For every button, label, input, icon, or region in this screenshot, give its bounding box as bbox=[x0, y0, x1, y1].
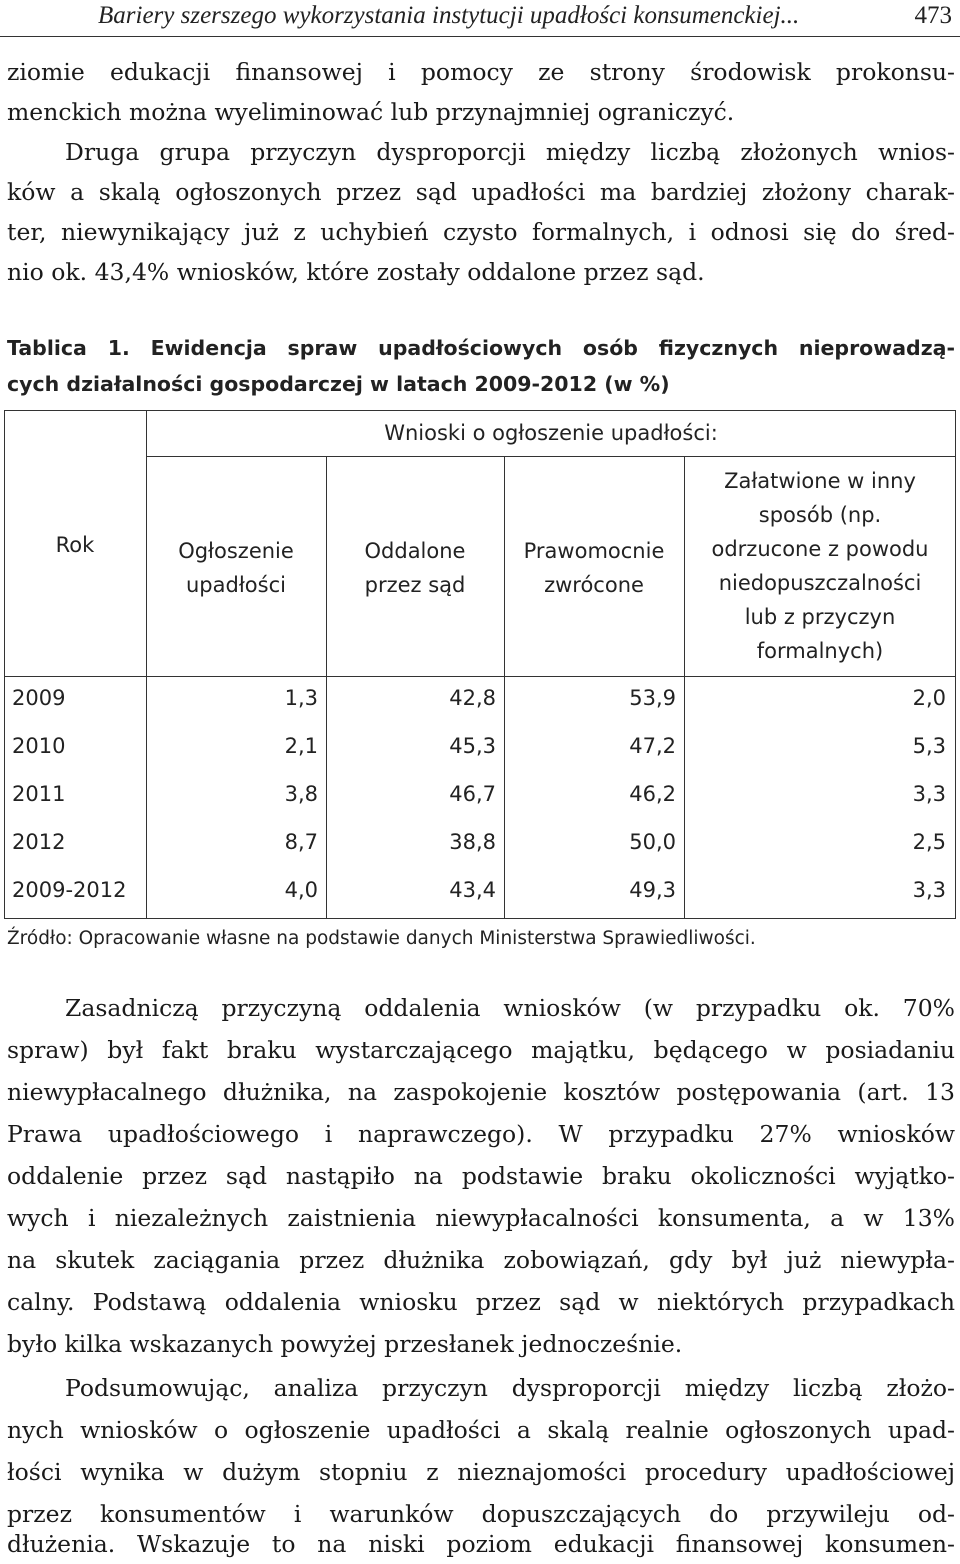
header-text: upadłości bbox=[186, 573, 286, 597]
table-cell: 46,7 bbox=[449, 782, 496, 806]
table-cell: 49,3 bbox=[629, 878, 676, 902]
header-text: Oddalone bbox=[364, 539, 466, 563]
table-cell: 2011 bbox=[12, 782, 66, 806]
column-group-header: Wnioski o ogłoszenie upadłości: bbox=[384, 421, 718, 445]
table-cell: 1,3 bbox=[284, 686, 318, 710]
table-cell: 2,0 bbox=[912, 686, 946, 710]
paragraph-line: Zasadniczą przyczyną oddalenia wniosków (w przypadku ok. 70% bbox=[65, 994, 955, 1022]
paragraph-line: ter, niewynikający już z uchybień czysto formalnych, i odnosi się do śred- bbox=[7, 218, 955, 246]
data-table bbox=[4, 410, 956, 918]
table-cell: 47,2 bbox=[629, 734, 676, 758]
table-cell: 43,4 bbox=[449, 878, 496, 902]
page-number: 473 bbox=[914, 2, 952, 29]
header-text: Ogłoszenie bbox=[178, 539, 294, 563]
header-text: formalnych) bbox=[756, 639, 884, 663]
table-cell: 38,8 bbox=[449, 830, 496, 854]
paragraph-line: Druga grupa przyczyn dysproporcji między liczbą złożonych wnios- bbox=[65, 138, 955, 166]
column-header-year bbox=[4, 528, 146, 562]
paragraph-line: niewypłacalnego dłużnika, na zaspokojenie kosztów postępowania (art. 13 bbox=[7, 1078, 955, 1106]
table-cell: 2012 bbox=[12, 830, 66, 854]
table-cell: 2009 bbox=[12, 686, 66, 710]
table-cell: 45,3 bbox=[449, 734, 496, 758]
header-text: przez sąd bbox=[364, 573, 466, 597]
running-title: Bariery szerszego wykorzystania instytucji upadłości konsumenckiej... bbox=[98, 2, 800, 29]
paragraph-line: dłużenia. Wskazuje to na niski poziom edukacji finansowej konsumen- bbox=[7, 1530, 955, 1558]
header-text: sposób (np. bbox=[758, 503, 882, 527]
table-cell: 3,3 bbox=[912, 782, 946, 806]
column-header-other bbox=[684, 464, 956, 668]
table-cell: 2009-2012 bbox=[12, 878, 127, 902]
header-text: Rok bbox=[55, 533, 95, 557]
table-cell: 46,2 bbox=[629, 782, 676, 806]
table-rule bbox=[146, 456, 956, 457]
header-text: zwrócone bbox=[544, 573, 644, 597]
paragraph-line: menckich można wyeliminować lub przynajmniej ograniczyć. bbox=[7, 98, 735, 126]
paragraph-line: ziomie edukacji finansowej i pomocy ze strony środowisk prokonsu- bbox=[7, 58, 955, 86]
paragraph-line: przez konsumentów i warunków dopuszczających do przywileju od- bbox=[7, 1500, 955, 1528]
table-cell: 2010 bbox=[12, 734, 66, 758]
table-cell: 2,1 bbox=[284, 734, 318, 758]
table-cell: 53,9 bbox=[629, 686, 676, 710]
header-text: niedopuszczalności bbox=[718, 571, 922, 595]
paragraph-line: łości wynika w dużym stopniu z nieznajomości procedury upadłościowej bbox=[7, 1458, 955, 1486]
header-text: odrzucone z powodu bbox=[711, 537, 929, 561]
paragraph-line: spraw) był fakt braku wystarczającego majątku, będącego w posiadaniu bbox=[7, 1036, 955, 1064]
paragraph-line: Podsumowując, analiza przyczyn dysproporcji między liczbą złożo- bbox=[65, 1374, 955, 1402]
table-cell: 8,7 bbox=[284, 830, 318, 854]
running-header bbox=[0, 0, 960, 37]
table-caption: Tablica 1. Ewidencja spraw upadłościowych osób fizycznych nieprowadzą- bbox=[7, 336, 955, 360]
header-text: lub z przyczyn bbox=[744, 605, 896, 629]
header-text: Prawomocnie bbox=[523, 539, 665, 563]
table-rule bbox=[4, 410, 5, 919]
paragraph-line: na skutek zaciągania przez dłużnika zobowiązań, gdy był już niewypła- bbox=[7, 1246, 955, 1274]
header-text: Załatwione w inny bbox=[724, 469, 916, 493]
table-source-note: Źródło: Opracowanie własne na podstawie danych Ministerstwa Sprawiedliwości. bbox=[7, 928, 756, 949]
paragraph-line: nio ok. 43,4% wniosków, które zostały oddalone przez sąd. bbox=[7, 258, 705, 286]
table-cell: 3,3 bbox=[912, 878, 946, 902]
paragraph-line: Prawa upadłościowego i naprawczego). W przypadku 27% wniosków bbox=[7, 1120, 955, 1148]
table-caption: cych działalności gospodarczej w latach 2009-2012 (w %) bbox=[7, 372, 670, 396]
table-cell: 50,0 bbox=[629, 830, 676, 854]
paragraph-line: ków a skalą ogłoszonych przez sąd upadłości ma bardziej złożony charak- bbox=[7, 178, 955, 206]
paragraph-line: wych i niezależnych zaistnienia niewypłacalności konsumenta, a w 13% bbox=[7, 1204, 955, 1232]
table-cell: 2,5 bbox=[912, 830, 946, 854]
paragraph-line: nych wniosków o ogłoszenie upadłości a skalą realnie ogłoszonych upad- bbox=[7, 1416, 955, 1444]
column-header-dismissed bbox=[326, 534, 504, 602]
table-cell: 3,8 bbox=[284, 782, 318, 806]
paragraph-line: calny. Podstawą oddalenia wniosku przez sąd w niektórych przypadkach bbox=[7, 1288, 955, 1316]
column-header-declared bbox=[146, 534, 326, 602]
column-header-returned bbox=[504, 534, 684, 602]
table-cell: 4,0 bbox=[284, 878, 318, 902]
paragraph-line: oddalenie przez sąd nastąpiło na podstawie braku okoliczności wyjątko- bbox=[7, 1162, 955, 1190]
table-cell: 5,3 bbox=[912, 734, 946, 758]
paragraph-line: było kilka wskazanych powyżej przesłanek jednocześnie. bbox=[7, 1330, 683, 1358]
table-cell: 42,8 bbox=[449, 686, 496, 710]
